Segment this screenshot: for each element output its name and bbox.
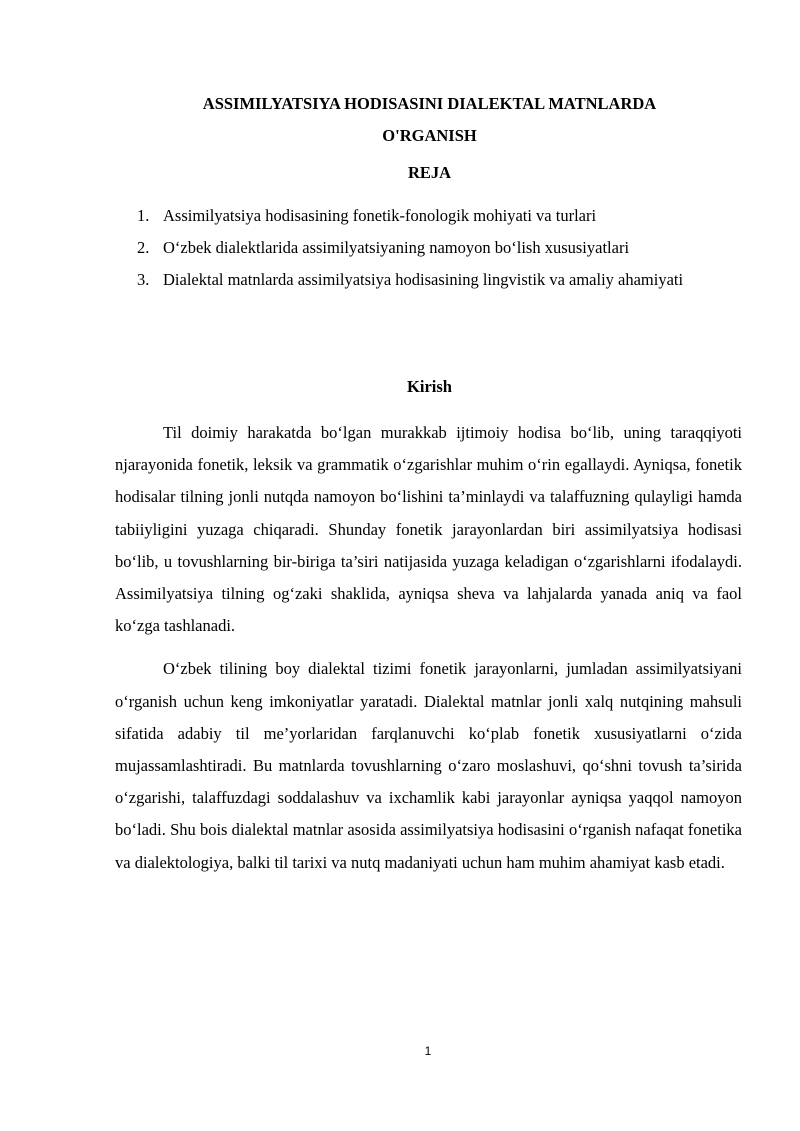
plan-item-number: 2. xyxy=(137,238,150,257)
plan-item xyxy=(115,232,742,264)
body-paragraph: O‘zbek tilining boy dialektal tizimi fonetik jarayonlarni, jumladan assimilyatsiyani o‘rganish uchun keng imkoniyatlar yaratadi. Dialektal matnlar jonli xalq nutqining mahsuli sifatida adabiy til me’yorlaridan farqlanuvchi ko‘plab fonetik xususiyatlarni o‘zida mujassamlashtiradi. Bu matnlarda tovushlarning o‘zaro moslashuvi, qo‘shni tovush ta’sirida o‘zgarishi, talaffuzdagi soddalashuv va ixchamlik kabi jarayonlar ayniqsa yaqqol namoyon bo‘ladi. Shu bois dialektal matnlar asosida assimilyatsiya hodisasini o‘rganish nafaqat fonetika va dialektologiya, balki til tarixi va nutq madaniyati uchun ham muhim ahamiyat kasb etadi. xyxy=(115,659,742,872)
plan-item xyxy=(115,264,742,296)
plan-item-number: 1. xyxy=(137,206,150,225)
document-title xyxy=(115,88,742,152)
plan-item-text: Assimilyatsiya hodisasining fonetik-fonologik mohiyati va turlari xyxy=(163,206,597,225)
plan-item-text: O‘zbek dialektlarida assimilyatsiyaning namoyon bo‘lish xususiyatlari xyxy=(163,238,630,257)
page-number: 1 xyxy=(424,1044,432,1058)
plan-heading: REJA xyxy=(407,163,452,182)
intro-heading: Kirish xyxy=(407,377,452,396)
title-line-1: ASSIMILYATSIYA HODISASINI DIALEKTAL MATNLARDA xyxy=(202,94,657,113)
plan-item-text: Dialektal matnlarda assimilyatsiya hodisasining lingvistik va amaliy ahamiyati xyxy=(163,270,684,289)
document-page xyxy=(115,88,742,879)
plan-item-number: 3. xyxy=(137,270,150,289)
plan-list xyxy=(115,200,742,296)
body-paragraph: Til doimiy harakatda bo‘lgan murakkab ijtimoiy hodisa bo‘lib, uning taraqqiyoti njarayonida fonetik, leksik va grammatik o‘zgarishlar muhim o‘rin egallaydi. Ayniqsa, fonetik hodisalar tilning jonli nutqda namoyon bo‘lishini ta’minlaydi va talaffuzning qulayligi hamda tabiiyligini yuzaga chiqaradi. Shunday fonetik jarayonlardan biri assimilyatsiya hodisasi bo‘lib, u tovushlarning bir-biriga ta’siri natijasida yuzaga keladigan o‘zgarishlarni ifodalaydi. Assimilyatsiya tilning og‘zaki shaklida, ayniqsa sheva va lahjalarda yanada aniq va faol ko‘zga tashlanadi. xyxy=(115,423,742,636)
plan-item xyxy=(115,200,742,232)
title-line-2: O'RGANISH xyxy=(382,126,477,145)
